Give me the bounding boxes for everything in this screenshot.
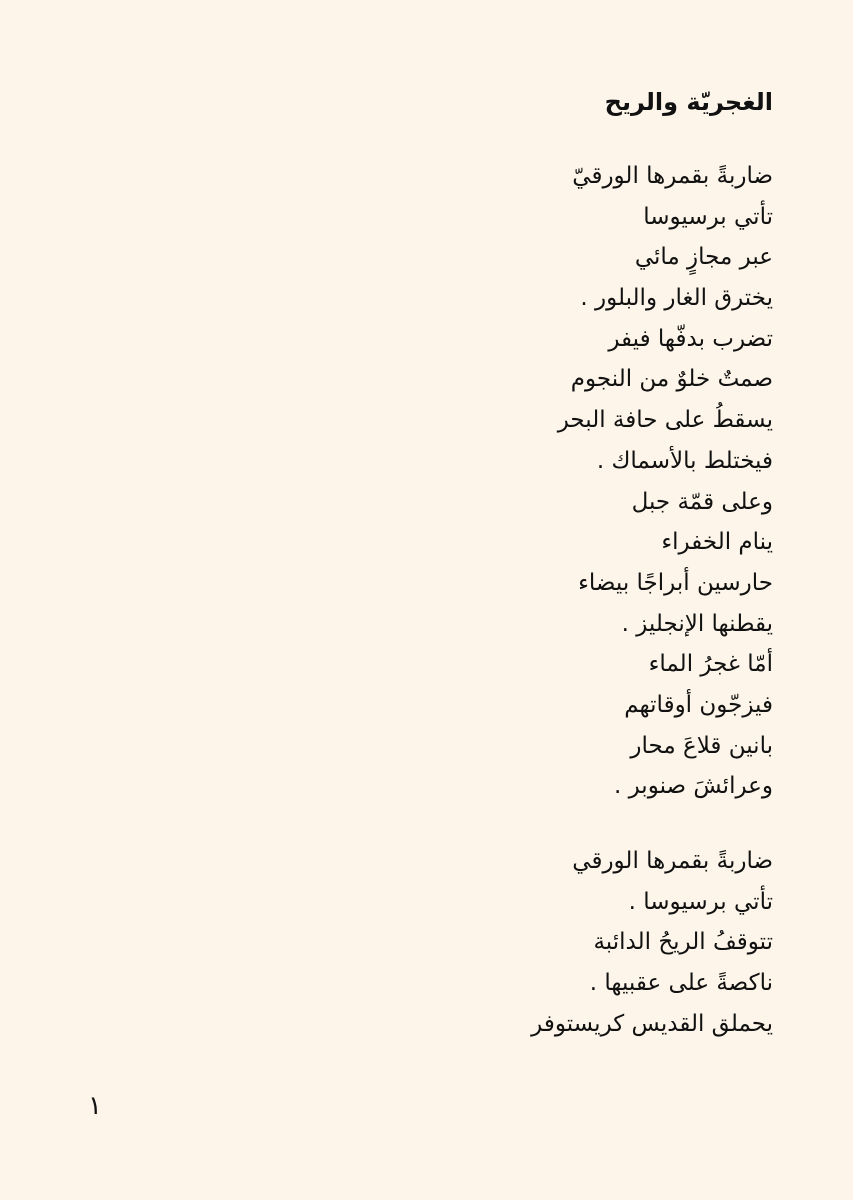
verse-line: وعلى قمّة جبل	[631, 488, 773, 515]
poem-title: الغجريّة والريح	[604, 88, 773, 116]
verse-line: ينام الخفراء	[661, 529, 773, 556]
verse-line: حارسين أبراجًا بيضاء	[578, 569, 773, 596]
verse-line: يحملق القديس كريستوفر	[531, 1010, 773, 1037]
verse-line: تأتي برسيوسا	[643, 203, 773, 230]
verse-line: صمتٌ خلوٌ من النجوم	[570, 366, 773, 393]
verse-line: يسقطُ على حافة البحر	[557, 407, 773, 434]
verse-line: ضاربةً بقمرها الورقيّ	[572, 163, 773, 189]
verse-line: تضرب بدفّها فيفر	[608, 325, 773, 352]
stanza-1	[558, 156, 773, 807]
verse-line: ضاربةً بقمرها الورقي	[572, 848, 773, 874]
verse-line: فيزجّون أوقاتهم	[624, 691, 773, 718]
page-number: ١	[88, 1091, 102, 1121]
stanza-2	[531, 841, 773, 1044]
verse-line: عبر مجازٍ مائي	[634, 244, 773, 271]
verse-line: تأتي برسيوسا .	[628, 888, 773, 915]
verse-line: وعرائشَ صنوبر .	[613, 773, 773, 800]
verse-line: بانين قلاعَ محار	[630, 732, 773, 759]
verse-line: ناكصةً على عقبيها .	[589, 970, 773, 997]
verse-line: يخترق الغار والبلور .	[580, 285, 773, 312]
verse-line: فيختلط بالأسماك .	[596, 447, 773, 474]
verse-line: يقطنها الإنجليز .	[621, 610, 773, 637]
verse-line: أمّا غجرُ الماء	[648, 651, 773, 678]
verse-line: تتوقفُ الريحُ الدائبة	[593, 929, 773, 956]
